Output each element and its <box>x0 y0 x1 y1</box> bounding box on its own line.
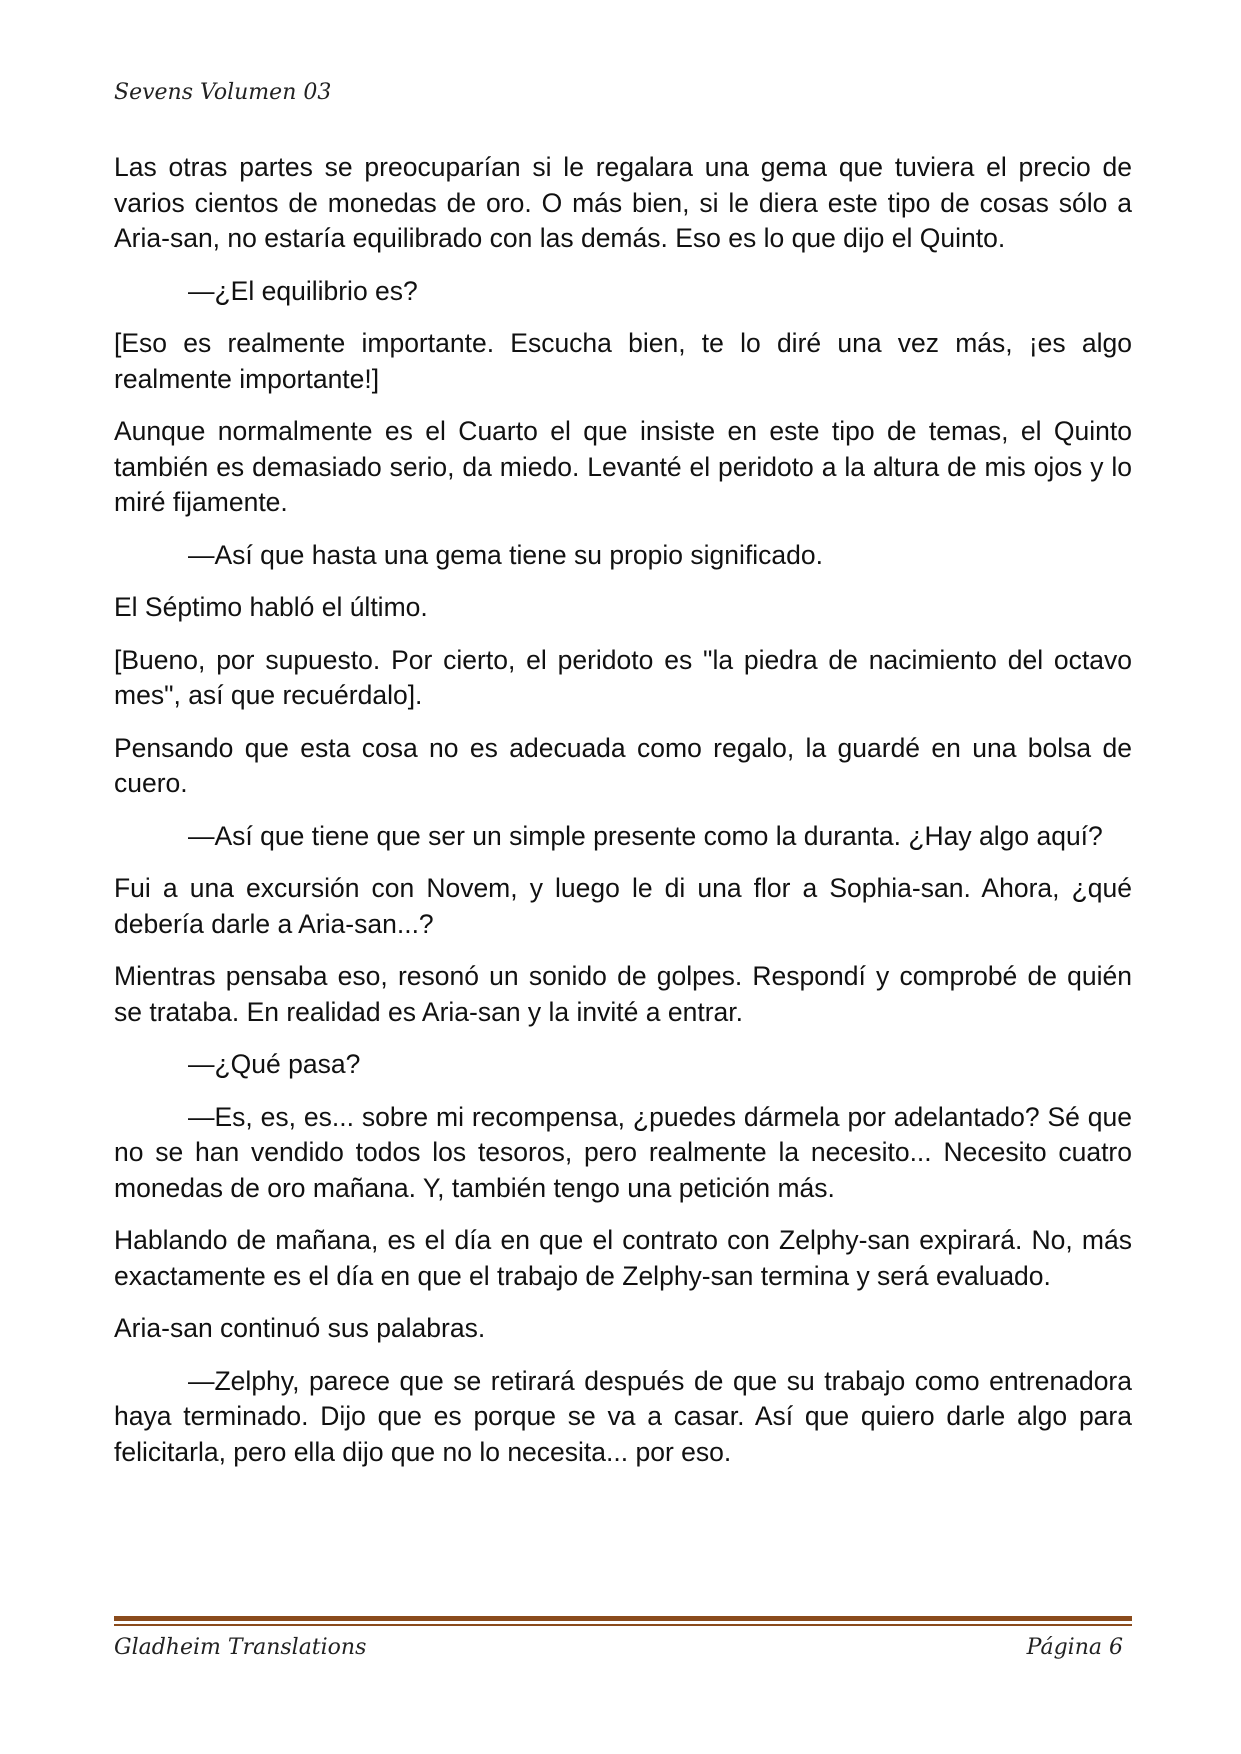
page-number: Página 6 <box>1026 1635 1123 1660</box>
dialogue-line: —Así que hasta una gema tiene su propio significado. <box>188 539 823 570</box>
paragraph: [Bueno, por supuesto. Por cierto, el peridoto es "la piedra de nacimiento del octavo mes", así que recuérdalo]. <box>114 644 1132 710</box>
footer-credit: Gladheim Translations <box>114 1635 367 1660</box>
dialogue-line: —Zelphy, parece que se retirará después de que su trabajo como entrenadora haya terminado. Dijo que es porque se va a casar. Así que quiero darle algo para felicitarla, pero ella dijo que no lo necesita... por eso. <box>114 1365 1132 1467</box>
paragraph: Aunque normalmente es el Cuarto el que insiste en este tipo de temas, el Quinto también es demasiado serio, da miedo. Levanté el peridoto a la altura de mis ojos y lo miré fijamente. <box>114 416 1132 517</box>
paragraph: Aria-san continuó sus palabras. <box>114 1313 486 1343</box>
paragraph: Pensando que esta cosa no es adecuada como regalo, la guardé en una bolsa de cuero. <box>114 732 1132 798</box>
footer-rule-thin <box>114 1624 1132 1626</box>
dialogue-line: —Así que tiene que ser un simple presente como la duranta. ¿Hay algo aquí? <box>188 820 1103 851</box>
running-header: Sevens Volumen 03 <box>114 80 332 105</box>
paragraph: Fui a una excursión con Novem, y luego le di una flor a Sophia-san. Ahora, ¿qué debería darle a Aria-san...? <box>114 873 1132 939</box>
dialogue-line: —¿El equilibrio es? <box>188 275 418 306</box>
dialogue-line: —Es, es, es... sobre mi recompensa, ¿puedes dármela por adelantado? Sé que no se han vendido todos los tesoros, pero realmente la necesito... Necesito cuatro monedas de oro mañana. Y, también tengo una petición más. <box>114 1101 1132 1203</box>
footer-rule-thick <box>114 1616 1132 1621</box>
paragraph: [Eso es realmente importante. Escucha bien, te lo diré una vez más, ¡es algo realmente importante!] <box>114 328 1132 394</box>
paragraph: Las otras partes se preocuparían si le regalara una gema que tuviera el precio de varios cientos de monedas de oro. O más bien, si le diera este tipo de cosas sólo a Aria-san, no estaría equilibrado con las demás. Eso es lo que dijo el Quinto. <box>114 152 1132 253</box>
paragraph: Hablando de mañana, es el día en que el contrato con Zelphy-san expirará. No, más exactamente es el día en que el trabajo de Zelphy-san termina y será evaluado. <box>114 1225 1132 1291</box>
dialogue-line: —¿Qué pasa? <box>188 1049 361 1079</box>
paragraph: Mientras pensaba eso, resonó un sonido de golpes. Respondí y comprobé de quién se trataba. En realidad es Aria-san y la invité a entrar. <box>114 961 1132 1027</box>
body-text <box>114 150 1132 1487</box>
paragraph: El Séptimo habló el último. <box>114 592 428 622</box>
